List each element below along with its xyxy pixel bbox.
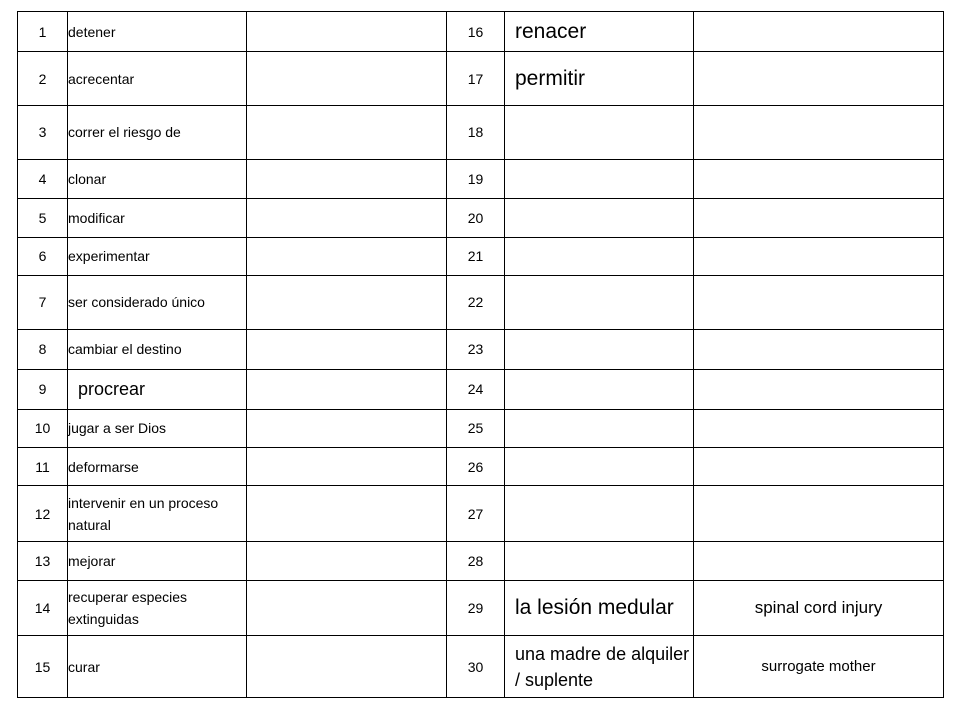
spanish-term-right [505,276,694,330]
translation-cell-left [247,12,447,52]
translation-cell-left [247,580,447,636]
row-number-right: 28 [447,542,505,580]
spanish-term-right [505,486,694,542]
row-number-left: 5 [18,199,68,237]
row-number-right: 18 [447,106,505,160]
translation-cell-left [247,636,447,698]
translation-cell-right [694,448,944,486]
table-row [18,276,944,330]
spanish-term-left: clonar [68,159,247,198]
spanish-term-right: una madre de alquiler / suplente [505,636,694,698]
table-row [18,580,944,636]
translation-cell-left [247,542,447,580]
translation-cell-right [694,370,944,409]
table-row [18,329,944,369]
translation-cell-right: spinal cord injury [694,580,944,636]
translation-cell-left [247,409,447,447]
translation-cell-left [247,276,447,330]
row-number-right: 24 [447,370,505,409]
translation-cell-right [694,159,944,198]
translation-cell-left [247,159,447,198]
spanish-term-right [505,542,694,580]
row-number-right: 16 [447,12,505,52]
translation-cell-left [247,237,447,275]
spanish-term-right [505,409,694,447]
table-row [18,409,944,447]
row-number-right: 22 [447,276,505,330]
spanish-term-left: jugar a ser Dios [68,409,247,447]
row-number-right: 25 [447,409,505,447]
spanish-term-right [505,106,694,160]
spanish-term-left: acrecentar [68,52,247,106]
row-number-left: 8 [18,329,68,369]
row-number-right: 19 [447,159,505,198]
spanish-term-left: mejorar [68,542,247,580]
table-row [18,52,944,106]
spanish-term-left: correr el riesgo de [68,106,247,160]
spanish-term-left: deformarse [68,448,247,486]
translation-cell-right [694,542,944,580]
table-row [18,370,944,409]
spanish-term-left: ser considerado único [68,276,247,330]
spanish-term-left: intervenir en un proceso natural [68,486,247,542]
vocabulary-table [17,11,944,698]
table-row [18,542,944,580]
table-row [18,159,944,198]
spanish-term-left: modificar [68,199,247,237]
translation-cell-left [247,52,447,106]
table-row [18,12,944,52]
row-number-right: 17 [447,52,505,106]
spanish-term-right [505,329,694,369]
row-number-right: 26 [447,448,505,486]
table-row [18,448,944,486]
row-number-right: 29 [447,580,505,636]
spanish-term-left: recuperar especies extinguidas [68,580,247,636]
spanish-term-right: la lesión medular [505,580,694,636]
translation-cell-left [247,370,447,409]
row-number-left: 6 [18,237,68,275]
translation-cell-left [247,448,447,486]
spanish-term-right [505,237,694,275]
table-row [18,636,944,698]
row-number-left: 11 [18,448,68,486]
spanish-term-left: experimentar [68,237,247,275]
translation-cell-left [247,486,447,542]
translation-cell-right [694,486,944,542]
row-number-left: 4 [18,159,68,198]
translation-cell-right [694,199,944,237]
translation-cell-left [247,329,447,369]
row-number-right: 23 [447,329,505,369]
table-row [18,237,944,275]
row-number-left: 2 [18,52,68,106]
translation-cell-right [694,12,944,52]
row-number-right: 20 [447,199,505,237]
translation-cell-right [694,329,944,369]
row-number-left: 3 [18,106,68,160]
translation-cell-right [694,52,944,106]
spanish-term-right: permitir [505,52,694,106]
spanish-term-left: cambiar el destino [68,329,247,369]
table-row [18,199,944,237]
spanish-term-right [505,448,694,486]
spanish-term-left: procrear [68,370,247,409]
translation-cell-right: surrogate mother [694,636,944,698]
translation-cell-right [694,276,944,330]
translation-cell-right [694,409,944,447]
row-number-left: 14 [18,580,68,636]
row-number-left: 15 [18,636,68,698]
row-number-left: 1 [18,12,68,52]
spanish-term-right: renacer [505,12,694,52]
spanish-term-left: detener [68,12,247,52]
row-number-right: 27 [447,486,505,542]
row-number-right: 30 [447,636,505,698]
translation-cell-right [694,106,944,160]
spanish-term-right [505,199,694,237]
translation-cell-left [247,199,447,237]
row-number-left: 9 [18,370,68,409]
row-number-left: 12 [18,486,68,542]
row-number-left: 13 [18,542,68,580]
spanish-term-left: curar [68,636,247,698]
row-number-right: 21 [447,237,505,275]
row-number-left: 7 [18,276,68,330]
translation-cell-right [694,237,944,275]
spanish-term-right [505,370,694,409]
spanish-term-right [505,159,694,198]
translation-cell-left [247,106,447,160]
table-row [18,486,944,542]
table-row [18,106,944,160]
row-number-left: 10 [18,409,68,447]
